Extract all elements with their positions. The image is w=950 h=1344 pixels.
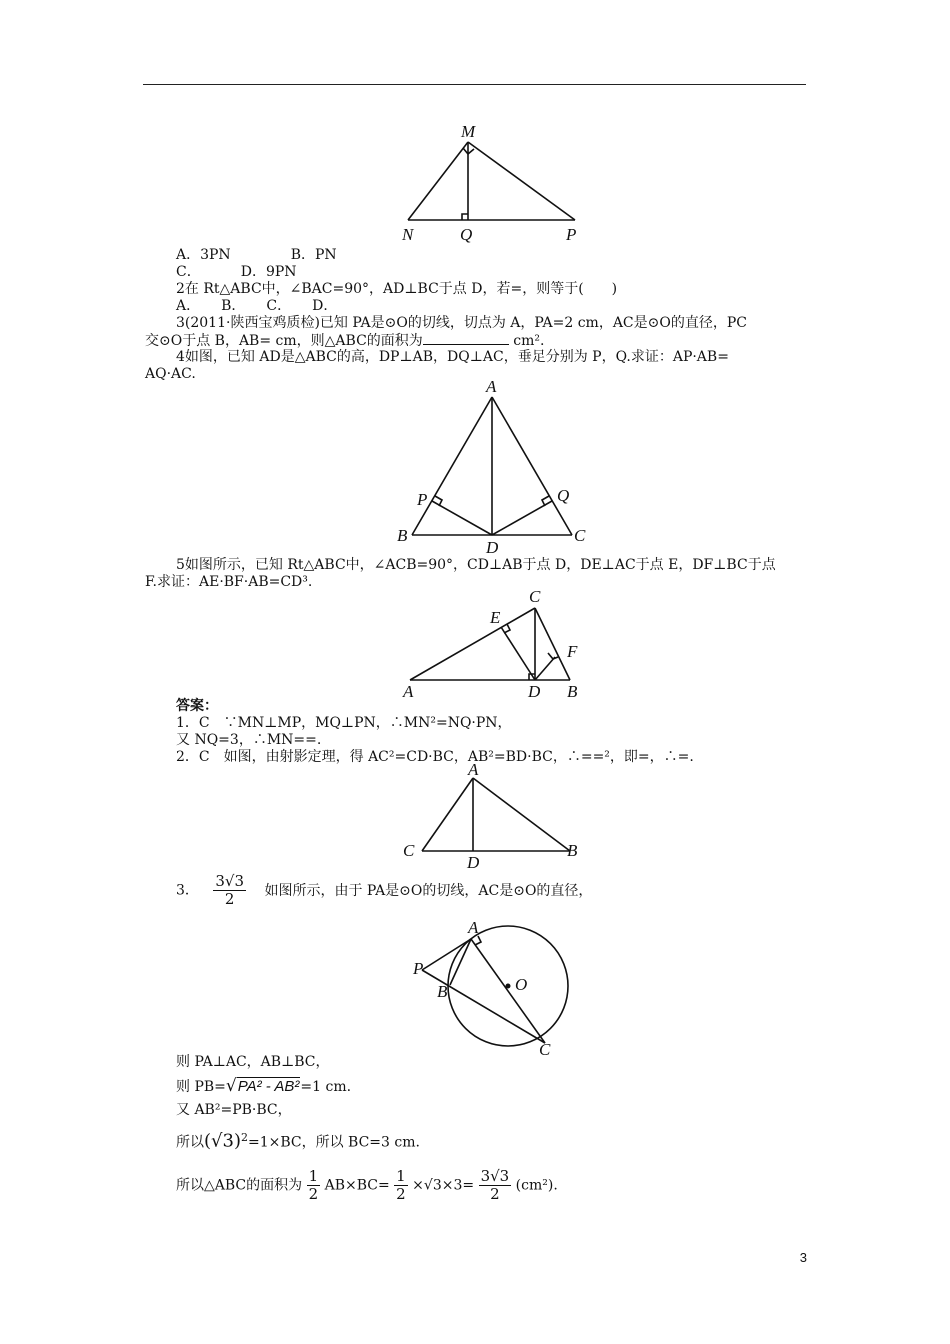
step-5-half <box>307 1168 321 1203</box>
answer-1-line1: 1．C ∵MN⊥MP，MQ⊥PN，∴MN²=NQ·PN， <box>176 715 512 731</box>
q1-option-c: C． <box>176 264 201 280</box>
segment-ab <box>473 778 570 851</box>
fraction-denominator: 2 <box>490 1185 500 1203</box>
fraction-denominator: 2 <box>224 890 235 908</box>
q2-options: A． B． C． D． <box>176 298 338 314</box>
label-p: P <box>566 225 577 244</box>
segment-dq <box>492 501 552 535</box>
q3-line2 <box>145 332 544 349</box>
fraction-denominator: 2 <box>396 1185 406 1203</box>
answer-3-fraction <box>213 873 246 908</box>
label-b: B <box>437 982 448 1001</box>
fraction-denominator: 2 <box>308 1185 319 1203</box>
step-4-suffix: =1×BC，所以 BC=3 cm. <box>247 1134 420 1151</box>
label-f: F <box>567 642 578 661</box>
step-5-half-2 <box>394 1168 408 1203</box>
segment-de <box>501 627 535 680</box>
step-5-suffix: (cm²). <box>515 1177 558 1194</box>
fraction-numerator: 3√3 <box>480 1167 510 1185</box>
answer-3-text: 如图所示，由于 PA是⊙O的切线，AC是⊙O的直径， <box>264 882 593 899</box>
label-a: A <box>486 377 497 396</box>
step-4-prefix: 所以 <box>176 1134 204 1151</box>
step-2-radicand: PA² - AB² <box>237 1078 300 1095</box>
solution-step-4 <box>176 1130 420 1151</box>
label-n: N <box>402 225 414 244</box>
step-2-prefix: 则 PB= <box>176 1079 226 1095</box>
segment-ac <box>492 397 572 535</box>
q4-line1: 4如图，已知 AD是△ABC的高，DP⊥AB，DQ⊥AC，垂足分别为 P，Q.求证：AP·AB= <box>176 349 729 365</box>
segment-dp <box>432 501 492 535</box>
q1-option-b: B．PN <box>290 247 337 263</box>
label-c: C <box>539 1040 551 1059</box>
label-c: C <box>574 526 586 545</box>
answer-1-line2: 又 NQ=3，∴MN==. <box>176 732 322 748</box>
right-angle-mark-q <box>462 214 468 220</box>
label-c: C <box>529 587 541 606</box>
answer-3-number: 3． <box>176 882 199 899</box>
label-o: O <box>515 975 528 994</box>
fraction-numerator: 1 <box>396 1167 406 1185</box>
figure-right-triangle-def <box>395 585 595 703</box>
right-angle-mark-a <box>475 936 481 945</box>
label-a: A <box>468 760 479 779</box>
answer-2: 2．C 如图，由射影定理，得 AC²=CD·BC，AB²=BD·BC，∴==²，即=，∴=. <box>176 749 694 765</box>
label-e: E <box>490 608 501 627</box>
q1-options-row1 <box>176 247 337 263</box>
q5-line1: 5如图所示，已知 Rt△ABC中，∠ACB=90°，CD⊥AB于点 D，DE⊥AC于点 E，DF⊥BC于点 <box>176 557 776 573</box>
label-q: Q <box>557 486 570 505</box>
segment-mp <box>468 142 575 220</box>
q1-option-d: D．9PN <box>240 264 297 280</box>
segment-df <box>535 657 555 680</box>
segment-ac <box>410 608 535 680</box>
segment-mn <box>408 142 468 220</box>
q3-line2-text: 交⊙O于点 B，AB= cm，则△ABC的面积为 <box>145 333 423 349</box>
label-p: P <box>417 490 428 509</box>
answers-heading: 答案： <box>176 698 218 714</box>
figure-triangle-abc-altitude <box>390 375 590 555</box>
answer-blank <box>423 332 509 345</box>
step-5-result <box>479 1168 512 1203</box>
solution-step-2: 则 PB=√PA² - AB²=1 cm. <box>176 1076 352 1096</box>
label-m: M <box>461 122 476 141</box>
label-b: B <box>397 526 408 545</box>
label-b: B <box>567 841 578 860</box>
fraction-numerator: 3√3 <box>215 872 245 890</box>
label-a: A <box>468 918 479 937</box>
q3-line1: 3(2011·陕西宝鸡质检)已知 PA是⊙O的切线，切点为 A，PA=2 cm，AC是⊙O的直径，PC <box>176 315 747 331</box>
q5-line2: F.求证：AE·BF·AB=CD³. <box>145 574 313 590</box>
q4-line2: AQ·AC. <box>145 366 196 382</box>
figure-triangle-abc-small <box>395 760 595 872</box>
segment-ac <box>422 778 473 851</box>
step-2-suffix: =1 cm. <box>300 1079 352 1095</box>
segment-ac <box>471 939 545 1043</box>
label-p: P <box>413 959 424 978</box>
solution-step-3: 又 AB²=PB·BC， <box>176 1102 292 1118</box>
step-5-middle: AB×BC= <box>324 1177 390 1194</box>
step-5-prefix: 所以△ABC的面积为 <box>176 1177 303 1194</box>
label-q: Q <box>460 225 473 244</box>
q1-options-row2 <box>176 264 297 280</box>
page-number: 3 <box>799 1250 807 1265</box>
label-d: D <box>528 682 541 701</box>
solution-step-1: 则 PA⊥AC，AB⊥BC， <box>176 1054 330 1070</box>
step-4-exponent: 2 <box>240 1131 248 1144</box>
label-d: D <box>486 538 499 555</box>
figure-circle-tangent <box>405 915 580 1060</box>
segment-ab <box>412 397 492 535</box>
label-c: C <box>403 841 415 860</box>
center-point-o <box>506 984 511 989</box>
label-d: D <box>467 853 480 872</box>
q1-option-a: A．3PN <box>176 247 231 263</box>
figure-triangle-mnp <box>390 115 590 247</box>
label-a: A <box>403 682 414 701</box>
segment-bc <box>535 608 570 680</box>
label-b: B <box>567 682 578 701</box>
q2-stem: 2在 Rt△ABC中，∠BAC=90°，AD⊥BC于点 D，若=，则等于( ) <box>176 281 618 297</box>
solution-step-5 <box>176 1168 558 1203</box>
q3-line2-unit: cm². <box>508 333 545 349</box>
step-4-base: (√3) <box>204 1130 241 1152</box>
header-rule <box>143 84 806 85</box>
fraction-numerator: 1 <box>308 1167 319 1185</box>
step-5-middle-2: ×√3×3= <box>412 1177 475 1194</box>
answer-3-line <box>176 873 592 908</box>
